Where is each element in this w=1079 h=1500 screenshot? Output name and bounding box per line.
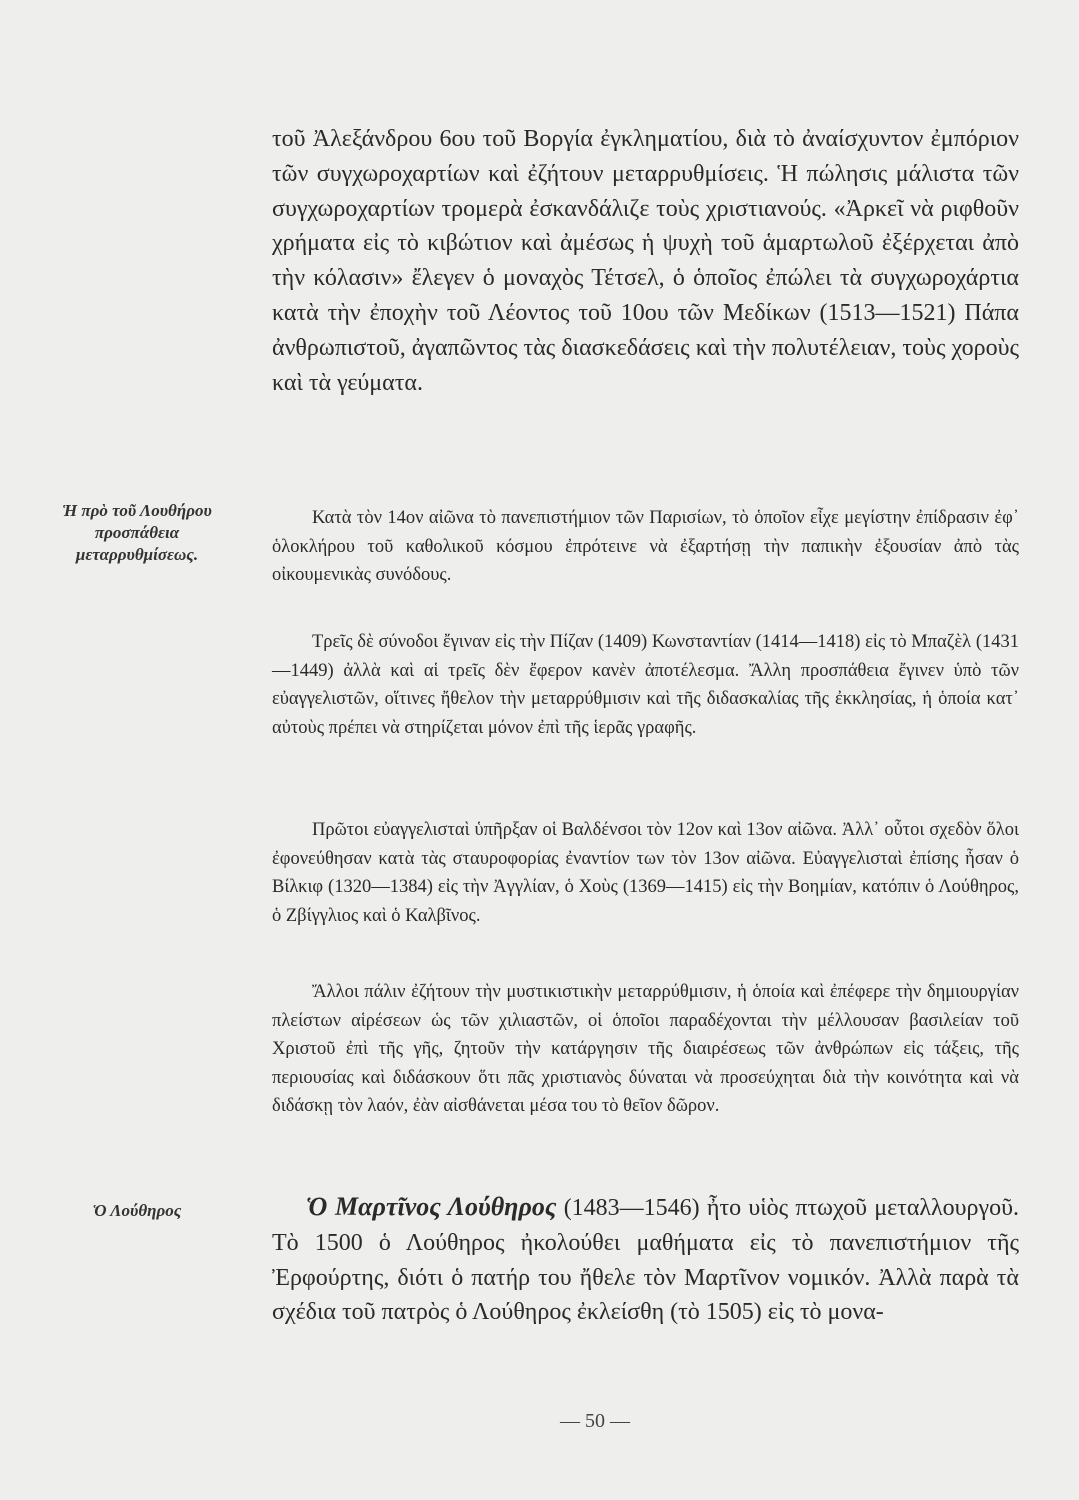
paragraph-indulgences: τοῦ Ἀλεξάνδρου 6ου τοῦ Βοργία ἐγκληματίου, διὰ τὸ ἀναίσχυντον ἐμπόριον τῶν συγχωροχαρτίων καὶ ἐζήτουν μεταρρυθμίσεις. Ἡ πώλησις μάλιστα τῶν συγχωροχαρτίων τρομερὰ ἐσκανδάλιζε τοὺς χριστιανούς. «Ἀρκεῖ νὰ ριφθοῦν χρήματα εἰς τὸ κιβώτιον καὶ ἀμέσως ἡ ψυχὴ τοῦ ἁμαρτωλοῦ ἐξέρχεται ἀπὸ τὴν κόλασιν» ἔλεγεν ὁ μοναχὸς Τέτσελ, ὁ ὁποῖος ἐπώλει τὰ συγχωροχάρτια κατὰ τὴν ἐποχὴν τοῦ Λέοντος τοῦ 10ου τῶν Μεδίκων (1513—1521) Πάπα ἀνθρωπιστοῦ, ἀγαπῶντος τὰς διασκεδάσεις καὶ τὴν πολυτέλειαν, τοὺς χοροὺς καὶ τὰ γεύματα. xyxy=(272,126,1019,396)
margin-note-luther: Ὁ Λούθηρος xyxy=(92,1201,182,1220)
page-number: — 50 — xyxy=(560,1410,630,1432)
paragraph-lead-heading: Ὁ Μαρτῖνος Λούθηρος xyxy=(306,1192,557,1221)
paragraph-martin-luther xyxy=(272,1190,1019,1330)
paragraph-mystic-reform: Ἄλλοι πάλιν ἐζήτουν τὴν μυστικιστικὴν μεταρρύθμισιν, ἡ ὁποία καὶ ἐπέφερε τὴν δημιουργίαν πλείστων αἱρέσεων ὡς τῶν χιλιαστῶν, οἱ ὁποῖοι παραδέχονται τὴν μέλλουσαν βασιλείαν τοῦ Χριστοῦ ἐπὶ τῆς γῆς, ζητοῦν τὴν κατάργησιν τῆς διαιρέσεως τῶν ἀνθρώπων εἰς τάξεις, τῆς περιουσίας καὶ διδάσκουν ὅτι πᾶς χριστιανὸς δύναται νὰ προσεύχηται διὰ τὴν κοινότητα καὶ νὰ διδάσκῃ τὸν λαόν, ἐὰν αἰσθάνεται μέσα του τὸ θεῖον δῶρον. xyxy=(272,982,1019,1116)
paragraph-paris-university: Κατὰ τὸν 14ον αἰῶνα τὸ πανεπιστήμιον τῶν Παρισίων, τὸ ὁποῖον εἶχε μεγίστην ἐπίδρασιν ἐφ᾽ ὁλοκλήρου τοῦ καθολικοῦ κόσμου ἐπρότεινε νὰ ἐξαρτήσῃ τὴν παπικὴν ἐξουσίαν ἀπὸ τὰς οἰκουμενικὰς συνόδους. xyxy=(272,508,1019,585)
margin-note-pre-luther: Ἡ πρὸ τοῦ Λουθήρου προσπάθεια μεταρρυθμίσεως. xyxy=(62,501,212,564)
paragraph-evangelists: Πρῶτοι εὐαγγελισταὶ ὑπῆρξαν οἱ Βαλδένσοι τὸν 12ον καὶ 13ον αἰῶνα. Ἀλλ᾽ οὗτοι σχεδὸν ὅλοι ἐφονεύθησαν κατὰ τὰς σταυροφορίας ἐναντίον των τὸν 13ον αἰῶνα. Εὐαγγελισταὶ ἐπίσης ἦσαν ὁ Βίλκιφ (1320—1384) εἰς τὴν Ἀγγλίαν, ὁ Χοὺς (1369—1415) εἰς τὴν Βοημίαν, κατόπιν ὁ Λούθηρος, ὁ Ζβίγγλιος καὶ ὁ Καλβῖνος. xyxy=(272,820,1019,926)
paragraph-councils: Τρεῖς δὲ σύνοδοι ἔγιναν εἰς τὴν Πίζαν (1409) Κωνσταντίαν (1414—1418) εἰς τὸ Μπαζὲλ (1431—1449) ἀλλὰ καὶ αἱ τρεῖς δὲν ἔφερον κανὲν ἀποτέλεσμα. Ἄλλη προσπάθεια ἔγινεν ὑπὸ τῶν εὐαγγελιστῶν, οἵτινες ἤθελον τὴν μεταρρύθμισιν καὶ τῆς διδασκαλίας τῆς ἐκκλησίας, ἡ ὁποία κατ᾽ αὐτοὺς πρέπει νὰ στηρίζεται μόνον ἐπὶ τῆς ἱερᾶς γραφῆς. xyxy=(272,632,1019,738)
paragraph-luther-text: (1483—1546) ἦτο υἱὸς πτωχοῦ μεταλλουργοῦ. Τὸ 1500 ὁ Λούθηρος ἠκολούθει μαθήματα εἰς τὸ πανεπιστήμιον τῆς Ἐρφούρτης, διότι ὁ πατήρ του ἤθελε τὸν Μαρτῖνον νομικόν. Ἀλλὰ παρὰ τὰ σχέδια τοῦ πατρὸς ὁ Λούθηρος ἐκλείσθη (τὸ 1505) εἰς τὸ μονα- xyxy=(272,1195,1020,1326)
